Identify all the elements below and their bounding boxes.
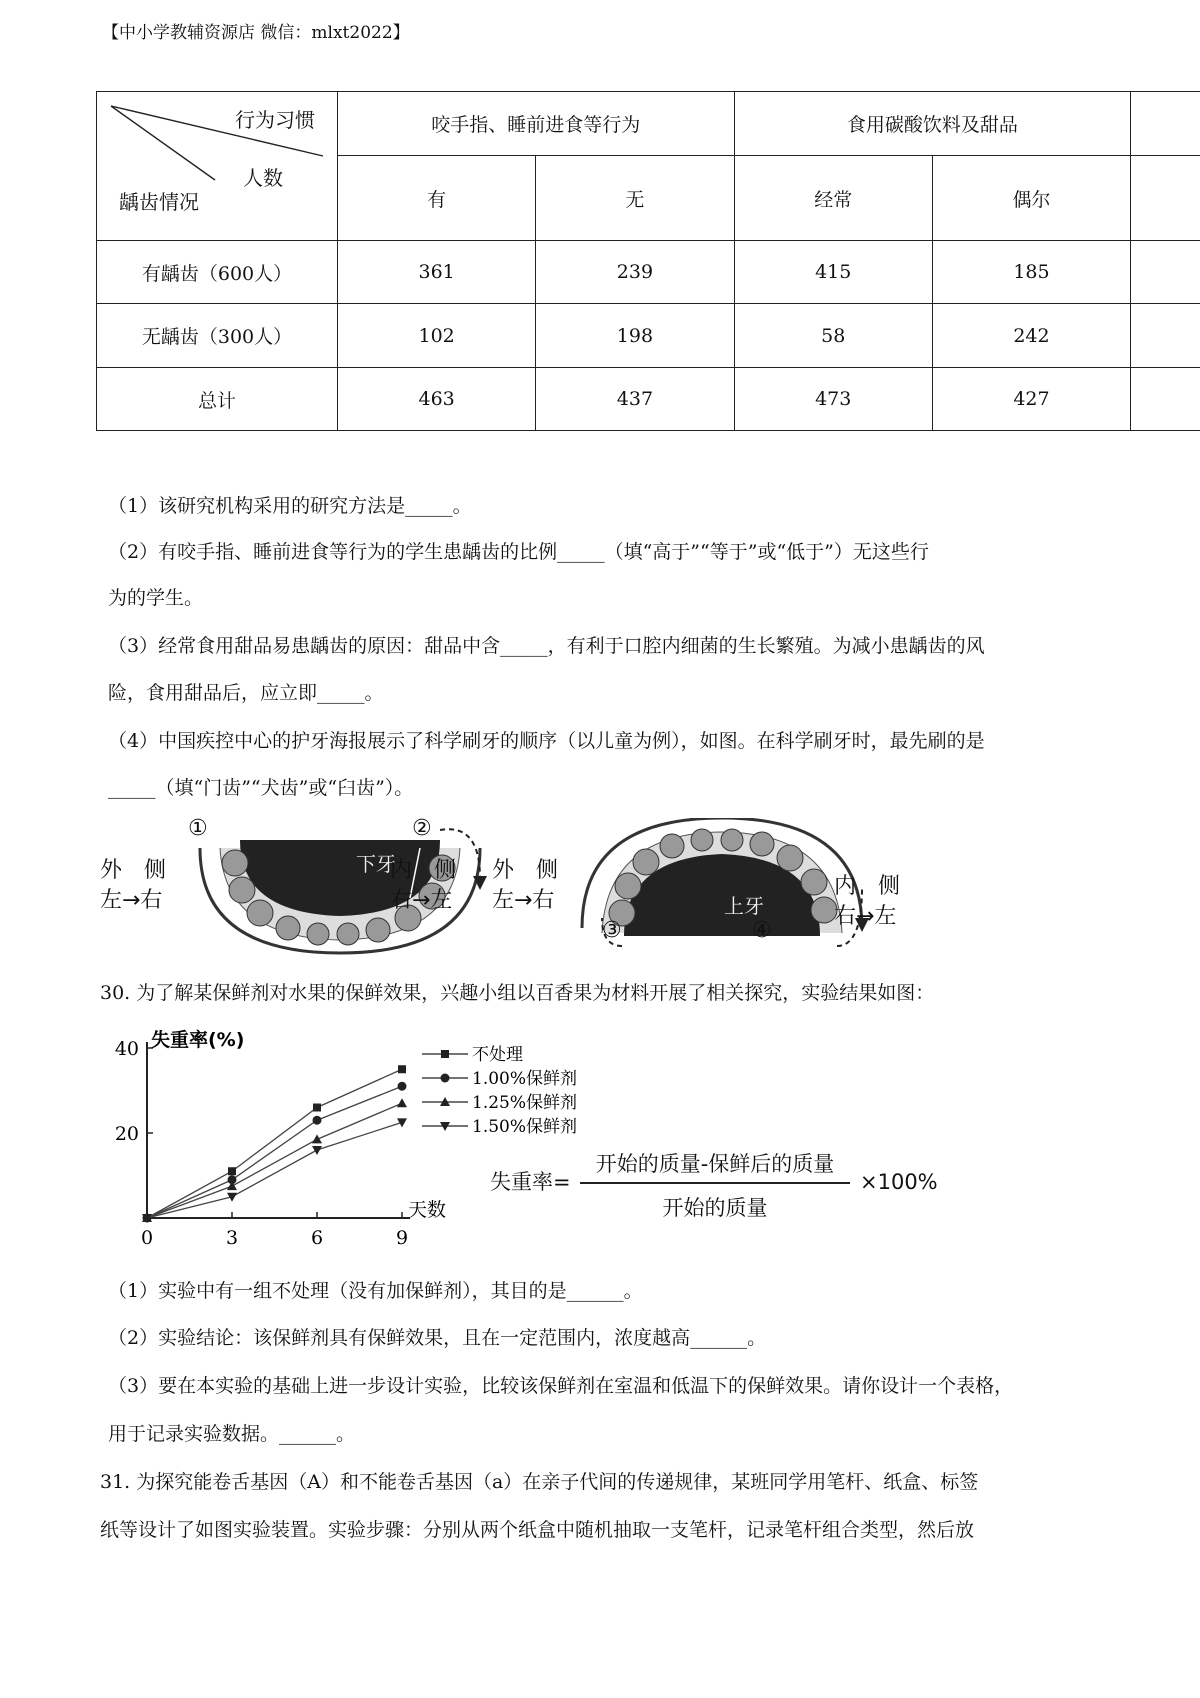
x-tick-label: 3 [225, 1227, 239, 1249]
x-tick-label: 6 [310, 1227, 324, 1249]
step-1-marker: ① [188, 816, 208, 841]
table-cell: 185 [932, 241, 1130, 304]
row-label: 总计 [97, 368, 338, 431]
step-2-marker: ② [412, 816, 432, 841]
upper-right-label: 内 侧 右→左 [834, 874, 901, 929]
table-cell: 437 [536, 368, 734, 431]
data-point [312, 1146, 322, 1155]
cut-off-column [1131, 304, 1200, 368]
y-axis-label: 失重率(%) [151, 1029, 245, 1051]
q29-part2-line2: 为的学生。 [108, 587, 204, 609]
formula-numerator: 开始的质量-保鲜后的质量 [595, 1152, 835, 1176]
corner-bottom-label: 龋齿情况 [119, 190, 199, 214]
step-4-marker: ④ [752, 918, 772, 943]
table-cell: 102 [338, 304, 536, 368]
subheader-cell: 有 [338, 156, 536, 241]
q31-line2: 纸等设计了如图实验装置。实验步骤：分别从两个纸盒中随机抽取一支笔杆，记录笔杆组合类型，然后放 [100, 1519, 975, 1541]
q30-intro: 30. 为了解某保鲜剂对水果的保鲜效果，兴趣小组以百香果为材料开展了相关探究，实验结果如图： [100, 982, 935, 1004]
formula-lhs: 失重率= [490, 1170, 571, 1194]
x-axis-label: 天数 [408, 1199, 447, 1221]
legend-entry: 1.00%保鲜剂 [472, 1069, 578, 1089]
table-cell: 415 [734, 241, 932, 304]
series-line [147, 1069, 402, 1218]
q29-part2-line1: （2）有咬手指、睡前进食等行为的学生患龋齿的比例_____（填“高于”“等于”或“低于”）无这些行 [108, 541, 929, 563]
table-cell: 58 [734, 304, 932, 368]
lower-left-label: 外 侧 左→右 [100, 858, 167, 913]
q29-part4-line2: _____（填“门齿”“犬齿”或“臼齿”）。 [108, 777, 414, 799]
upper-teeth-label: 上牙 [724, 894, 764, 918]
legend-entry: 1.50%保鲜剂 [472, 1117, 578, 1137]
subheader-cell: 经常 [734, 156, 932, 241]
table-cell: 473 [734, 368, 932, 431]
table-cell: 427 [932, 368, 1130, 431]
table-cell: 242 [932, 304, 1130, 368]
data-point [228, 1167, 236, 1175]
group-header-2: 食用碳酸饮料及甜品 [734, 92, 1131, 156]
data-point [398, 1065, 406, 1073]
table-cell: 198 [536, 304, 734, 368]
table-cell: 239 [536, 241, 734, 304]
subheader-cell: 无 [536, 156, 734, 241]
page-header: 【中小学教辅资源店 微信：mlxt2022】 [102, 23, 410, 43]
survey-table [96, 91, 1200, 431]
table-corner-cell [97, 92, 338, 241]
data-point [313, 1104, 321, 1112]
data-point [397, 1098, 407, 1107]
data-point [441, 1050, 449, 1058]
q30-part1: （1）实验中有一组不处理（没有加保鲜剂），其目的是______。 [108, 1280, 643, 1302]
corner-top-label: 行为习惯 [235, 108, 315, 132]
subheader-cell: 偶尔 [932, 156, 1130, 241]
q29-part1: （1）该研究机构采用的研究方法是_____。 [108, 495, 472, 517]
formula-factor: ×100% [860, 1170, 938, 1194]
q29-part3-line1: （3）经常食用甜品易患龋齿的原因：甜品中含_____，有利于口腔内细菌的生长繁殖。为减小患龋齿的风 [108, 635, 985, 657]
lower-right-label: 内 侧 右→左 [390, 858, 457, 913]
q29-part4-line1: （4）中国疾控中心的护牙海报展示了科学刷牙的顺序（以儿童为例），如图。在科学刷牙时，最先刷的是 [108, 730, 985, 752]
cut-off-column [1131, 368, 1200, 431]
y-tick-label: 40 [114, 1038, 139, 1060]
x-tick-label: 0 [140, 1227, 154, 1249]
table-cell: 361 [338, 241, 536, 304]
cut-off-column [1131, 156, 1200, 241]
corner-mid-label: 人数 [243, 166, 283, 190]
legend-entry: 1.25%保鲜剂 [472, 1093, 578, 1113]
group-header-1: 咬手指、睡前进食等行为 [338, 92, 735, 156]
formula-denominator: 开始的质量 [662, 1196, 768, 1220]
upper-left-label: 外 侧 左→右 [492, 858, 559, 913]
teeth-brushing-figure [100, 818, 960, 958]
q30-part2: （2）实验结论：该保鲜剂具有保鲜效果，且在一定范围内，浓度越高______。 [108, 1327, 767, 1349]
legend-entry: 不处理 [472, 1045, 523, 1065]
row-label: 有龋齿（600人） [97, 241, 338, 304]
table-row [97, 368, 1200, 431]
table-row [97, 241, 1200, 304]
q31-line1: 31. 为探究能卷舌基因（A）和不能卷舌基因（a）在亲子代间的传递规律，某班同学用笔杆、纸盒、标签 [100, 1471, 979, 1493]
y-tick-label: 20 [114, 1123, 139, 1145]
step-3-marker: ③ [602, 918, 622, 943]
lower-teeth-label: 下牙 [356, 852, 396, 876]
q30-part3-line1: （3）要在本实验的基础上进一步设计实验，比较该保鲜剂在室温和低温下的保鲜效果。请你设计一个表格， [108, 1375, 1014, 1397]
cut-off-column [1131, 241, 1200, 304]
data-point [313, 1116, 322, 1125]
cut-off-column [1131, 92, 1200, 156]
data-point [312, 1134, 322, 1143]
q30-part3-line2: 用于记录实验数据。______。 [108, 1423, 356, 1445]
series-line [147, 1086, 402, 1218]
table-row [97, 304, 1200, 368]
weight-loss-chart [100, 1026, 620, 1256]
q29-part3-line2: 险，食用甜品后，应立即_____。 [108, 682, 384, 704]
data-point [441, 1074, 450, 1083]
x-tick-label: 9 [395, 1227, 409, 1249]
row-label: 无龋齿（300人） [97, 304, 338, 368]
table-cell: 463 [338, 368, 536, 431]
formula-fraction-bar [580, 1182, 850, 1184]
data-point [398, 1082, 407, 1091]
